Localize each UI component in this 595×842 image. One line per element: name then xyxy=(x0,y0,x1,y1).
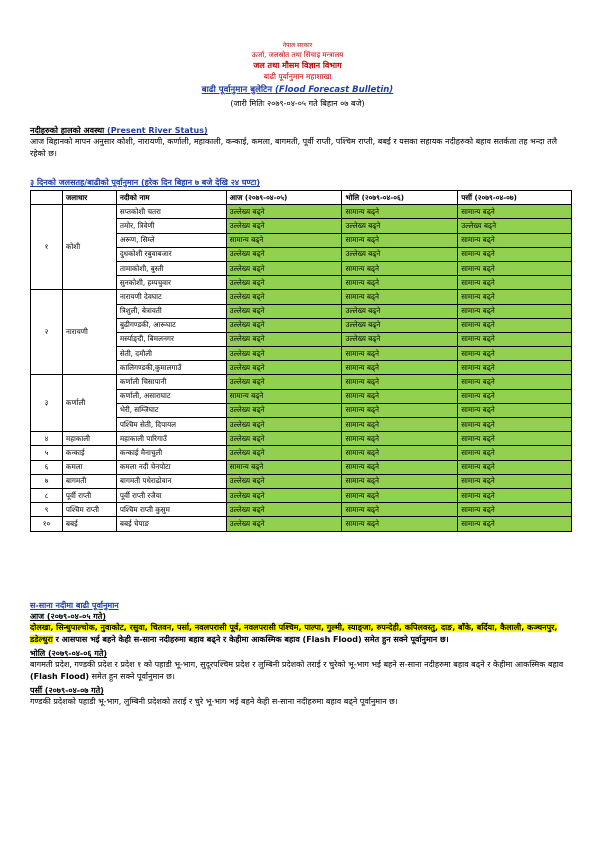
forecast-today: उल्लेख्य बढ्ने xyxy=(226,247,342,261)
forecast-today: उल्लेख्य बढ्ने xyxy=(226,318,342,332)
forecast-today: उल्लेख्य बढ्ने xyxy=(226,304,342,318)
forecast-tomorrow: उल्लेख्य बढ्ने xyxy=(342,304,458,318)
forecast-day-after: सामान्य बढ्ने xyxy=(458,375,572,389)
river-status-heading-np: नदीहरुको हालको अवस्था xyxy=(30,126,105,135)
forecast-day-after: सामान्य बढ्ने xyxy=(458,261,572,275)
forecast-heading xyxy=(30,177,570,188)
forecast-table-body xyxy=(31,205,572,531)
col-header-num xyxy=(31,191,63,205)
forecast-today: सामान्य बढ्ने xyxy=(226,389,342,403)
basin-name: कमला xyxy=(62,460,116,474)
basin-name: कन्काई xyxy=(62,446,116,460)
forecast-tomorrow: सामान्य बढ्ने xyxy=(342,361,458,375)
forecast-today: उल्लेख्य बढ्ने xyxy=(226,347,342,361)
basin-number: ३ xyxy=(31,375,63,432)
forecast-day-after: सामान्य बढ्ने xyxy=(458,446,572,460)
station-name: कमला नदी चेनपोटा xyxy=(116,460,226,474)
basin-name: बागमती xyxy=(62,474,116,488)
station-name: अरूण, सिम्ले xyxy=(116,233,226,247)
river-status-heading-en: (Present River Status) xyxy=(107,126,208,135)
forecast-today: उल्लेख्य बढ्ने xyxy=(226,446,342,460)
station-name: भेरी, सम्जिघाट xyxy=(116,403,226,417)
forecast-tomorrow: सामान्य बढ्ने xyxy=(342,389,458,403)
forecast-today: उल्लेख्य बढ्ने xyxy=(226,403,342,417)
small-rivers-tomorrow-text xyxy=(30,659,570,683)
station-name: तामाकोशी, बुस्ती xyxy=(116,261,226,275)
forecast-tomorrow: सामान्य बढ्ने xyxy=(342,432,458,446)
bulletin-title-en: (Flood Forecast Bulletin) xyxy=(275,85,394,95)
forecast-day-after: सामान्य बढ्ने xyxy=(458,361,572,375)
small-rivers-today-text xyxy=(30,622,570,646)
forecast-tomorrow: सामान्य बढ्ने xyxy=(342,403,458,417)
bulletin-title-np: बाढी पूर्वानुमान बुलेटिन xyxy=(201,85,273,95)
forecast-table xyxy=(30,190,572,532)
forecast-today: उल्लेख्य बढ्ने xyxy=(226,418,342,432)
station-name: कर्णाली, असाराघाट xyxy=(116,389,226,403)
forecast-today: उल्लेख्य बढ्ने xyxy=(226,517,342,531)
gov-name: नेपाल सरकार xyxy=(282,42,313,49)
department-name: जल तथा मौसम विज्ञान विभाग xyxy=(253,61,342,70)
forecast-day-after: सामान्य बढ्ने xyxy=(458,318,572,332)
basin-name: महाकाली xyxy=(62,432,116,446)
forecast-day-after: सामान्य बढ्ने xyxy=(458,389,572,403)
table-row xyxy=(31,503,572,517)
table-row xyxy=(31,205,572,219)
basin-number: १ xyxy=(31,205,63,290)
basin-name: पश्चिम राप्ती xyxy=(62,503,116,517)
col-header-river: नदीको नाम xyxy=(116,191,226,205)
station-name: कन्काई मैनाचुली xyxy=(116,446,226,460)
col-header-today: आज (२०७९-०४-०५) xyxy=(226,191,342,205)
small-rivers-heading: स-साना नदीमा बाढी पूर्वानुमान xyxy=(30,601,119,610)
tomorrow-text-part2: समेत हुन सक्ने पूर्वानुमान छ। xyxy=(89,672,175,681)
station-name: कालिगण्डकी,कुमालगाउँ xyxy=(116,361,226,375)
river-status-heading xyxy=(30,125,570,136)
forecast-tomorrow: उल्लेख्य बढ्ने xyxy=(342,318,458,332)
forecast-today: उल्लेख्य बढ्ने xyxy=(226,361,342,375)
forecast-day-after: सामान्य बढ्ने xyxy=(458,276,572,290)
station-name: सुनकोशी, हम्पचुवार xyxy=(116,276,226,290)
basin-number: ५ xyxy=(31,446,63,460)
forecast-day-after: उल्लेख्य बढ्ने xyxy=(458,219,572,233)
forecast-tomorrow: सामान्य बढ्ने xyxy=(342,460,458,474)
table-row xyxy=(31,446,572,460)
forecast-day-after: सामान्य बढ्ने xyxy=(458,503,572,517)
small-rivers-tomorrow-label: भोलि (२०७९-०४-०६ गते) xyxy=(30,649,108,658)
forecast-tomorrow: सामान्य बढ्ने xyxy=(342,276,458,290)
forecast-tomorrow: सामान्य बढ्ने xyxy=(342,347,458,361)
forecast-today: उल्लेख्य बढ्ने xyxy=(226,219,342,233)
table-row xyxy=(31,488,572,502)
river-status-section xyxy=(30,125,570,160)
table-row xyxy=(31,290,572,304)
table-row xyxy=(31,432,572,446)
table-row xyxy=(31,474,572,488)
forecast-today: उल्लेख्य बढ्ने xyxy=(226,290,342,304)
forecast-today: उल्लेख्य बढ्ने xyxy=(226,432,342,446)
forecast-tomorrow: उल्लेख्य बढ्ने xyxy=(342,332,458,346)
basin-number: ४ xyxy=(31,432,63,446)
forecast-day-after: सामान्य बढ्ने xyxy=(458,304,572,318)
col-header-tomorrow: भोलि (२०७९-०४-०६) xyxy=(342,191,458,205)
basin-name: पूर्वी राप्ती xyxy=(62,488,116,502)
basin-name: कोशी xyxy=(62,205,116,290)
station-name: कर्णाली चिसापानी xyxy=(116,375,226,389)
station-name: पश्चिम राप्ती कुसुम xyxy=(116,503,226,517)
station-name: तमोर, त्रिवेणी xyxy=(116,219,226,233)
bulletin-title xyxy=(0,84,595,96)
today-text-part2: समेत हुन सक्ने पूर्वानुमान छ। xyxy=(361,635,449,644)
basin-name: कर्णाली xyxy=(62,375,116,432)
forecast-tomorrow: सामान्य बढ्ने xyxy=(342,205,458,219)
basin-number: ७ xyxy=(31,474,63,488)
forecast-day-after: सामान्य बढ्ने xyxy=(458,290,572,304)
station-name: सेती, दमौली xyxy=(116,347,226,361)
basin-number: २ xyxy=(31,290,63,375)
forecast-tomorrow: सामान्य बढ्ने xyxy=(342,488,458,502)
forecast-today: उल्लेख्य बढ्ने xyxy=(226,488,342,502)
forecast-day-after: सामान्य बढ्ने xyxy=(458,517,572,531)
river-status-text: आज बिहानको मापन अनुसार कोशी, नारायणी, कर्णाली, महाकाली, कन्काई, कमला, बागमती, पूर्वी राप्ती, पश्चिम राप्ती, बबई र यसका सहायक नदीहरुको बहाव सतर्कता तह भन्दा तलै रहेको छ। xyxy=(30,137,558,158)
station-name: सप्तकोशी चतरा xyxy=(116,205,226,219)
station-name: बुढीगण्डकी, आरूघाट xyxy=(116,318,226,332)
basin-name: नारायणी xyxy=(62,290,116,375)
basin-number: ९ xyxy=(31,503,63,517)
today-flash-flood: (Flash Flood) xyxy=(302,635,362,644)
forecast-day-after: सामान्य बढ्ने xyxy=(458,205,572,219)
forecast-today: उल्लेख्य बढ्ने xyxy=(226,276,342,290)
forecast-heading-text: ३ दिनको जलसतह/बाढीको पूर्वानुमान (हरेक दिन बिहान ७ बजे देखि २४ घण्टा) xyxy=(30,178,261,187)
forecast-day-after: सामान्य बढ्ने xyxy=(458,332,572,346)
forecast-today: उल्लेख्य बढ्ने xyxy=(226,474,342,488)
station-name: मर्स्याङ्दी, बिमलनगर xyxy=(116,332,226,346)
table-row xyxy=(31,517,572,531)
small-rivers-dayafter-text: गण्डकी प्रदेशको पहाडी भू-भाग, लुम्बिनी प्रदेशको तराई र चुरे भू-भाग भई बहने केही स-साना नदीहरुमा बहाव बढ्ने पूर्वानुमान छ। xyxy=(30,697,398,706)
forecast-tomorrow: उल्लेख्य बढ्ने xyxy=(342,219,458,233)
small-rivers-today-label: आज (२०७९-०४-०५ गते) xyxy=(30,612,106,621)
tomorrow-flash-flood: (Flash Flood) xyxy=(30,672,90,681)
table-header-row xyxy=(31,191,572,205)
station-name: दुधकोशी रबुवाबजार xyxy=(116,247,226,261)
station-name: बबई चेपाङ xyxy=(116,517,226,531)
forecast-today: उल्लेख्य बढ्ने xyxy=(226,375,342,389)
forecast-tomorrow: उल्लेख्य बढ्ने xyxy=(342,247,458,261)
forecast-tomorrow: सामान्य बढ्ने xyxy=(342,290,458,304)
station-name: बागमती पधेराढोवान xyxy=(116,474,226,488)
basin-number: ६ xyxy=(31,460,63,474)
forecast-tomorrow: सामान्य बढ्ने xyxy=(342,517,458,531)
col-header-day-after: पर्सी (२०७९-०४-०७) xyxy=(458,191,572,205)
forecast-today: सामान्य बढ्ने xyxy=(226,460,342,474)
forecast-today: उल्लेख्य बढ्ने xyxy=(226,503,342,517)
basin-number: ८ xyxy=(31,488,63,502)
col-header-basin: जलाधार xyxy=(62,191,116,205)
forecast-tomorrow: सामान्य बढ्ने xyxy=(342,233,458,247)
basin-number: १० xyxy=(31,517,63,531)
forecast-day-after: सामान्य बढ्ने xyxy=(458,474,572,488)
forecast-day-after: सामान्य बढ्ने xyxy=(458,403,572,417)
forecast-day-after: सामान्य बढ्ने xyxy=(458,488,572,502)
ministry-name: ऊर्जा, जलस्रोत तथा सिंचाइ मन्त्रालय xyxy=(251,51,344,59)
table-row xyxy=(31,375,572,389)
forecast-today: उल्लेख्य बढ्ने xyxy=(226,332,342,346)
tomorrow-text-part1: बागमती प्रदेश, गण्डकी प्रदेश र प्रदेश १ को पहाडी भू-भाग, सुदूरपश्चिम प्रदेश र लुम्बिनी प्रदेशको तराई र चुरेको भू-भाग भई बहने स-साना नदीहरुमा बहाव बढ्ने र केहीमा आकस्मिक बहाव xyxy=(30,660,564,669)
small-rivers-section xyxy=(30,600,570,708)
forecast-tomorrow: सामान्य बढ्ने xyxy=(342,446,458,460)
station-name: त्रिशुली, बेत्रावती xyxy=(116,304,226,318)
forecast-tomorrow: सामान्य बढ्ने xyxy=(342,418,458,432)
forecast-day-after: सामान्य बढ्ने xyxy=(458,247,572,261)
basin-name: बबई xyxy=(62,517,116,531)
small-rivers-dayafter-label: पर्सी (२०७९-०४-०७ गते) xyxy=(30,686,104,695)
bulletin-header xyxy=(0,42,595,110)
forecast-today: सामान्य बढ्ने xyxy=(226,233,342,247)
station-name: पश्चिम सेती, दिपायल xyxy=(116,418,226,432)
forecast-day-after: सामान्य बढ्ने xyxy=(458,460,572,474)
division-name: बाढी पूर्वानुमान महाशाखा xyxy=(263,72,332,81)
table-row xyxy=(31,460,572,474)
forecast-day-after: सामान्य बढ्ने xyxy=(458,432,572,446)
forecast-day-after: सामान्य बढ्ने xyxy=(458,347,572,361)
station-name: पूर्वी राप्ती रजैया xyxy=(116,488,226,502)
station-name: नारायणी देवघाट xyxy=(116,290,226,304)
station-name: महाकाली पारिगाउँ xyxy=(116,432,226,446)
forecast-day-after: सामान्य बढ्ने xyxy=(458,233,572,247)
districts-highlight: दोलखा, सिन्धुपाल्चोक, नुवाकोट, रसुवा, चितवन, पर्सा, नवलपरासी पूर्व, नवलपरासी पश्चिम, पाल्पा, गुल्मी, स्याङ्जा, रुपन्देही, कपिलवस्तु, दाङ, बाँके, बर्दिया, कैलाली, कञ्चनपुर, डडेल्धुरा xyxy=(30,623,558,644)
forecast-tomorrow: सामान्य बढ्ने xyxy=(342,375,458,389)
forecast-tomorrow: सामान्य बढ्ने xyxy=(342,261,458,275)
forecast-tomorrow: सामान्य बढ्ने xyxy=(342,503,458,517)
today-text-part1: र आसपास भई बहने केही स-साना नदीहरुमा बहाव बढ्ने र केहीमा आकस्मिक बहाव xyxy=(52,635,303,644)
forecast-today: उल्लेख्य बढ्ने xyxy=(226,261,342,275)
issued-date: (जारी मितिः २०७९-०४-०५ गते बिहान ०७ बजे) xyxy=(230,99,365,108)
forecast-tomorrow: सामान्य बढ्ने xyxy=(342,474,458,488)
forecast-day-after: सामान्य बढ्ने xyxy=(458,418,572,432)
forecast-today: उल्लेख्य बढ्ने xyxy=(226,205,342,219)
